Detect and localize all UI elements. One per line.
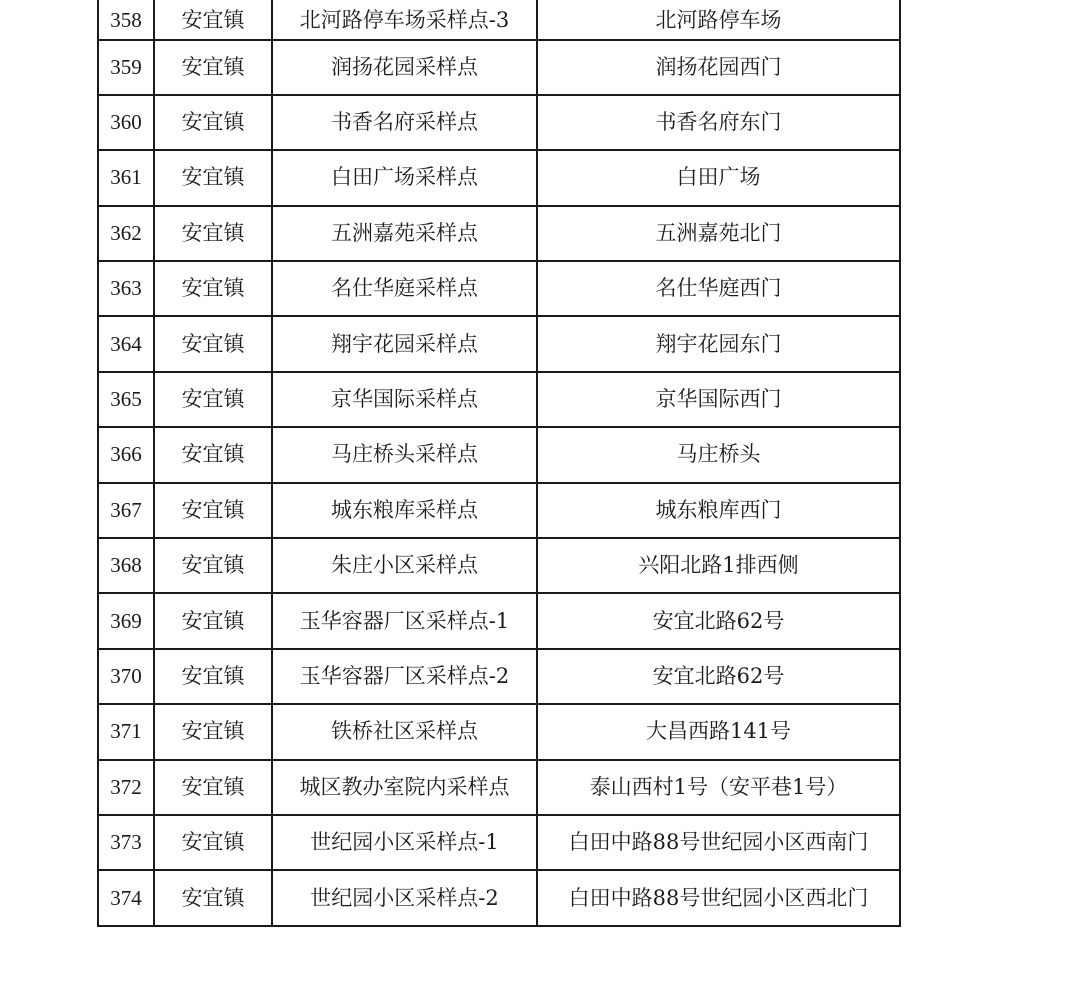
row-number: 366 xyxy=(98,427,154,482)
sampling-sites-table xyxy=(97,0,901,927)
location-cell: 城东粮库西门 xyxy=(537,483,900,538)
row-number: 372 xyxy=(98,760,154,815)
row-number: 360 xyxy=(98,95,154,150)
town-cell: 安宜镇 xyxy=(154,704,272,759)
town-cell: 安宜镇 xyxy=(154,483,272,538)
town-cell: 安宜镇 xyxy=(154,538,272,593)
location-cell: 安宜北路62号 xyxy=(537,593,900,648)
sampling-point-cell: 玉华容器厂区采样点-2 xyxy=(272,649,537,704)
location-cell: 京华国际西门 xyxy=(537,372,900,427)
location-cell: 白田广场 xyxy=(537,150,900,205)
table-row xyxy=(98,538,900,593)
location-cell: 白田中路88号世纪园小区西南门 xyxy=(537,815,900,870)
sampling-point-cell: 润扬花园采样点 xyxy=(272,40,537,95)
location-cell: 白田中路88号世纪园小区西北门 xyxy=(537,870,900,925)
location-cell: 北河路停车场 xyxy=(537,0,900,40)
row-number: 369 xyxy=(98,593,154,648)
town-cell: 安宜镇 xyxy=(154,40,272,95)
location-cell: 翔宇花园东门 xyxy=(537,316,900,371)
table-row xyxy=(98,372,900,427)
town-cell: 安宜镇 xyxy=(154,316,272,371)
row-number: 364 xyxy=(98,316,154,371)
sampling-point-cell: 城东粮库采样点 xyxy=(272,483,537,538)
location-cell: 书香名府东门 xyxy=(537,95,900,150)
location-cell: 兴阳北路1排西侧 xyxy=(537,538,900,593)
sampling-point-cell: 翔宇花园采样点 xyxy=(272,316,537,371)
table-row xyxy=(98,150,900,205)
sampling-point-cell: 铁桥社区采样点 xyxy=(272,704,537,759)
row-number: 367 xyxy=(98,483,154,538)
row-number: 370 xyxy=(98,649,154,704)
table-row xyxy=(98,760,900,815)
sampling-point-cell: 京华国际采样点 xyxy=(272,372,537,427)
table-row xyxy=(98,815,900,870)
sampling-point-cell: 世纪园小区采样点-2 xyxy=(272,870,537,925)
row-number: 358 xyxy=(98,0,154,40)
sampling-point-cell: 北河路停车场采样点-3 xyxy=(272,0,537,40)
table-row xyxy=(98,261,900,316)
table-row xyxy=(98,95,900,150)
table-row xyxy=(98,483,900,538)
location-cell: 名仕华庭西门 xyxy=(537,261,900,316)
row-number: 368 xyxy=(98,538,154,593)
table-row xyxy=(98,427,900,482)
sampling-point-cell: 世纪园小区采样点-1 xyxy=(272,815,537,870)
location-cell: 安宜北路62号 xyxy=(537,649,900,704)
row-number: 362 xyxy=(98,206,154,261)
town-cell: 安宜镇 xyxy=(154,760,272,815)
sampling-point-cell: 玉华容器厂区采样点-1 xyxy=(272,593,537,648)
town-cell: 安宜镇 xyxy=(154,649,272,704)
table-row xyxy=(98,704,900,759)
table-row xyxy=(98,0,900,40)
town-cell: 安宜镇 xyxy=(154,427,272,482)
town-cell: 安宜镇 xyxy=(154,95,272,150)
table-body xyxy=(98,0,900,926)
town-cell: 安宜镇 xyxy=(154,0,272,40)
table-row xyxy=(98,206,900,261)
town-cell: 安宜镇 xyxy=(154,593,272,648)
sampling-point-cell: 朱庄小区采样点 xyxy=(272,538,537,593)
row-number: 359 xyxy=(98,40,154,95)
row-number: 371 xyxy=(98,704,154,759)
town-cell: 安宜镇 xyxy=(154,150,272,205)
table-row xyxy=(98,316,900,371)
sampling-point-cell: 名仕华庭采样点 xyxy=(272,261,537,316)
row-number: 363 xyxy=(98,261,154,316)
row-number: 374 xyxy=(98,870,154,925)
sampling-point-cell: 书香名府采样点 xyxy=(272,95,537,150)
location-cell: 大昌西路141号 xyxy=(537,704,900,759)
row-number: 365 xyxy=(98,372,154,427)
location-cell: 泰山西村1号（安平巷1号） xyxy=(537,760,900,815)
location-cell: 润扬花园西门 xyxy=(537,40,900,95)
sampling-point-cell: 城区教办室院内采样点 xyxy=(272,760,537,815)
location-cell: 五洲嘉苑北门 xyxy=(537,206,900,261)
sampling-point-cell: 五洲嘉苑采样点 xyxy=(272,206,537,261)
town-cell: 安宜镇 xyxy=(154,815,272,870)
town-cell: 安宜镇 xyxy=(154,206,272,261)
table-row xyxy=(98,649,900,704)
table-row xyxy=(98,870,900,925)
town-cell: 安宜镇 xyxy=(154,261,272,316)
town-cell: 安宜镇 xyxy=(154,372,272,427)
row-number: 373 xyxy=(98,815,154,870)
location-cell: 马庄桥头 xyxy=(537,427,900,482)
sampling-point-cell: 白田广场采样点 xyxy=(272,150,537,205)
town-cell: 安宜镇 xyxy=(154,870,272,925)
table-row xyxy=(98,40,900,95)
sampling-point-cell: 马庄桥头采样点 xyxy=(272,427,537,482)
table-row xyxy=(98,593,900,648)
row-number: 361 xyxy=(98,150,154,205)
